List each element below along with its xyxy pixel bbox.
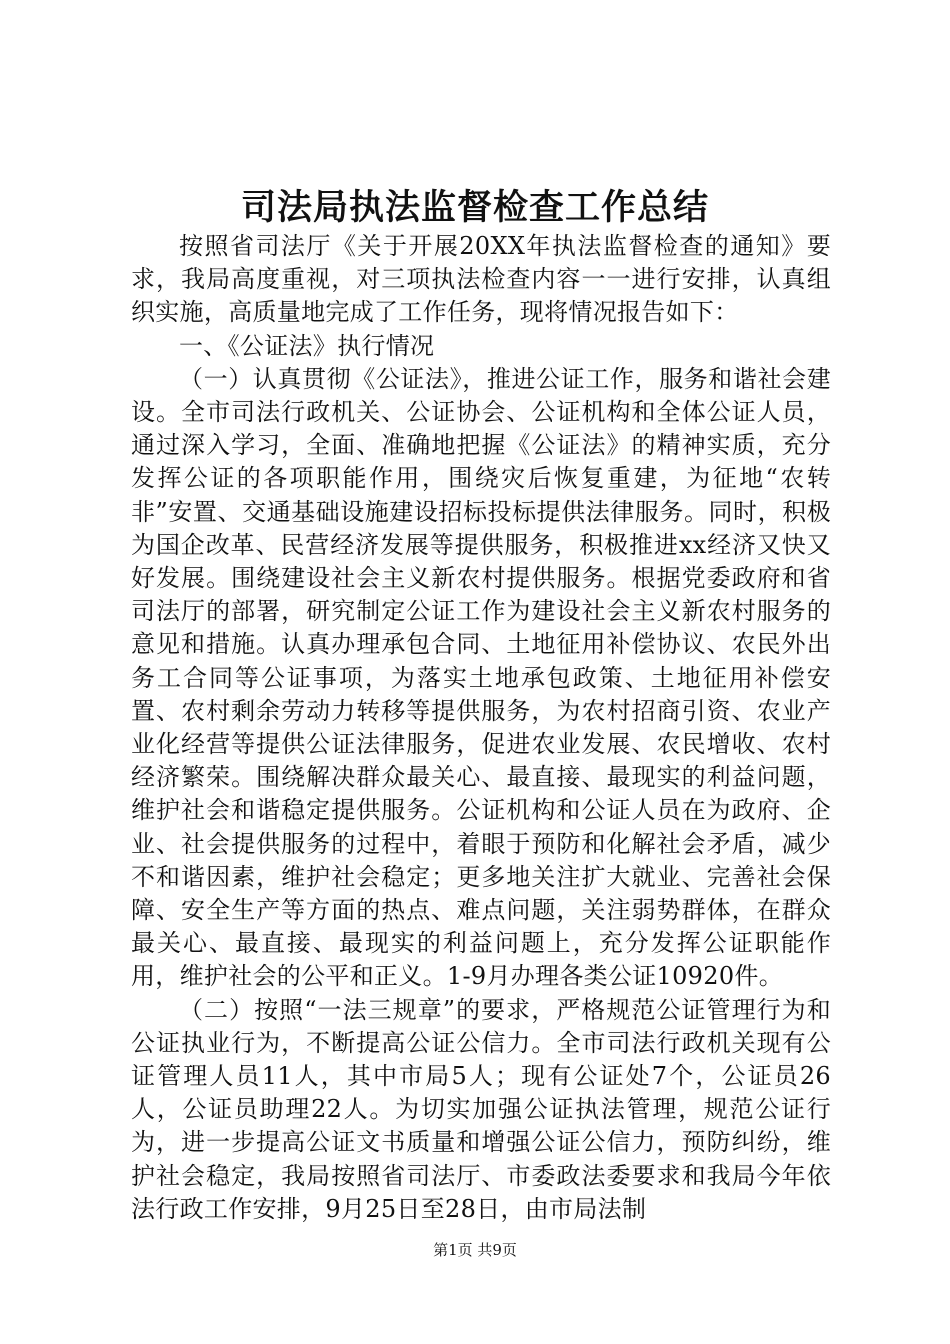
document-body (131, 230, 831, 1226)
section-heading: 一、《公证法》执行情况 (179, 331, 435, 360)
intro-paragraph: 按照省司法厅《关于开展20XX年执法监督检查的通知》要求，我局高度重视，对三项执法检查内容一一进行安排，认真组织实施，高质量地完成了工作任务，现将情况报告如下： (131, 232, 831, 327)
body-paragraph: （一）认真贯彻《公证法》，推进公证工作，服务和谐社会建设。全市司法行政机关、公证协会、公证机构和全体公证人员，通过深入学习，全面、准确地把握《公证法》的精神实质，充分发挥公证的各项职能作用，围绕灾后恢复重建，为征地“农转非”安置、交通基础设施建设招标投标提供法律服务。同时，积极为国企改革、民营经济发展等提供服务，积极推进xx经济又快又好发展。围绕建设社会主义新农村提供服务。根据党委政府和省司法厅的部署，研究制定公证工作为建设社会主义新农村服务的意见和措施。认真办理承包合同、土地征用补偿协议、农民外出务工合同等公证事项，为落实土地承包政策、土地征用补偿安置、农村剩余劳动力转移等提供服务，为农村招商引资、农业产业化经营等提供公证法律服务，促进农业发展、农民增收、农村经济繁荣。围绕解决群众最关心、最直接、最现实的利益问题，维护社会和谐稳定提供服务。公证机构和公证人员在为政府、企业、社会提供服务的过程中，着眼于预防和化解社会矛盾，减少不和谐因素，维护社会稳定；更多地关注扩大就业、完善社会保障、安全生产等方面的热点、难点问题，关注弱势群体，在群众最关心、最直接、最现实的利益问题上，充分发挥公证职能作用，维护社会的公平和正义。1-9月办理各类公证10920件。 (131, 364, 831, 991)
body-paragraph: （二）按照“一法三规章”的要求，严格规范公证管理行为和公证执业行为，不断提高公证公信力。全市司法行政机关现有公证管理人员11人，其中市局5人；现有公证处7个，公证员26人，公证员助理22人。为切实加强公证执法管理，规范公证行为，进一步提高公证文书质量和增强公证公信力，预防纠纷，维护社会稳定，我局按照省司法厅、市委政法委要求和我局今年依法行政工作安排，9月25日至28日，由市局法制 (131, 995, 831, 1223)
page-number-footer: 第1页 共9页 (433, 1241, 517, 1259)
document-title: 司法局执法监督检查工作总结 (240, 187, 709, 228)
